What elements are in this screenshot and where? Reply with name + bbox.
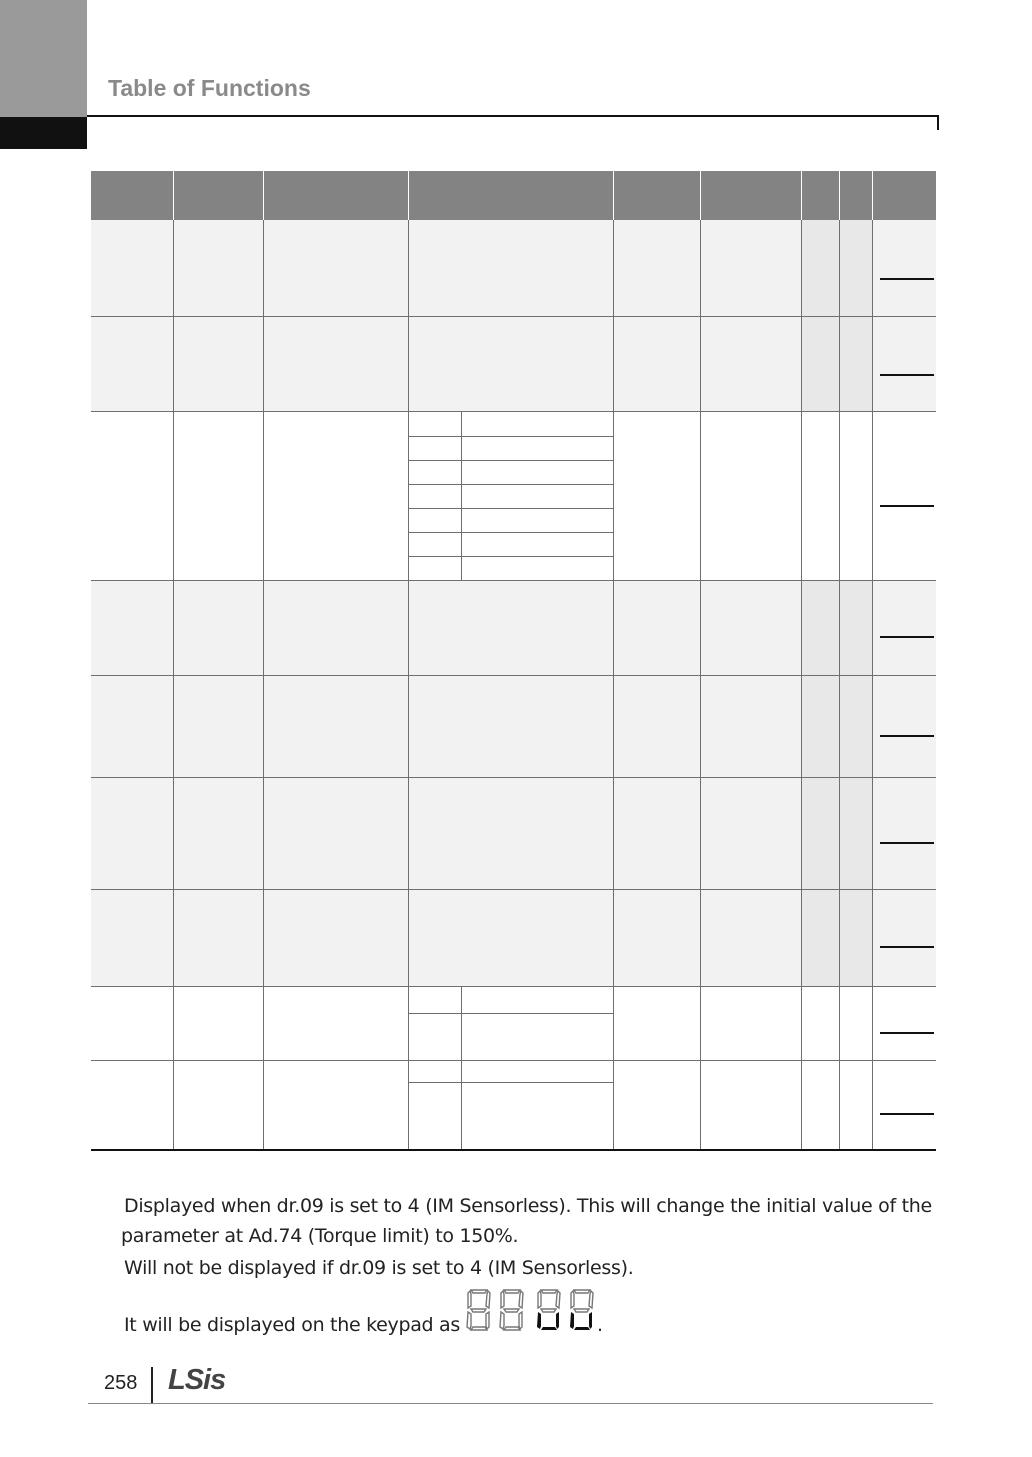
table-row (91, 317, 936, 412)
table-row (91, 581, 936, 676)
table-bottom-rule (91, 1149, 936, 1151)
header-rule (87, 115, 939, 117)
corner-tab-marker (0, 117, 87, 149)
footnote-2: Will not be displayed if dr.09 is set to 4 (IM Sensorless). (124, 1257, 634, 1279)
table-row (91, 220, 936, 317)
table-header-row (91, 171, 936, 220)
table-row (91, 1061, 936, 1149)
page-number: 258 (104, 1372, 138, 1394)
footnote-3-text: It will be displayed on the keypad as (124, 1314, 460, 1336)
corner-tab (0, 0, 87, 117)
seven-segment-digit-icon (466, 1288, 492, 1332)
seven-segment-digit-icon (536, 1288, 562, 1332)
table-row (91, 676, 936, 778)
seven-segment-digit-icon (569, 1288, 595, 1332)
footer-rule (88, 1403, 933, 1404)
table-row (91, 412, 936, 581)
footer-separator (151, 1367, 153, 1403)
header-rule-tick (937, 115, 939, 130)
footnote-1-line-2: parameter at Ad.74 (Torque limit) to 150%. (121, 1225, 519, 1247)
seven-segment-digit-icon (499, 1288, 525, 1332)
table-row (91, 890, 936, 987)
footnote-1-line-1: Displayed when dr.09 is set to 4 (IM Sensorless). This will change the initial value of the (124, 1195, 932, 1217)
table-row (91, 778, 936, 890)
section-title: Table of Functions (108, 75, 311, 101)
footnote-3-period: . (597, 1314, 603, 1336)
lsis-logo: LSis (168, 1364, 226, 1396)
table-row (91, 987, 936, 1061)
